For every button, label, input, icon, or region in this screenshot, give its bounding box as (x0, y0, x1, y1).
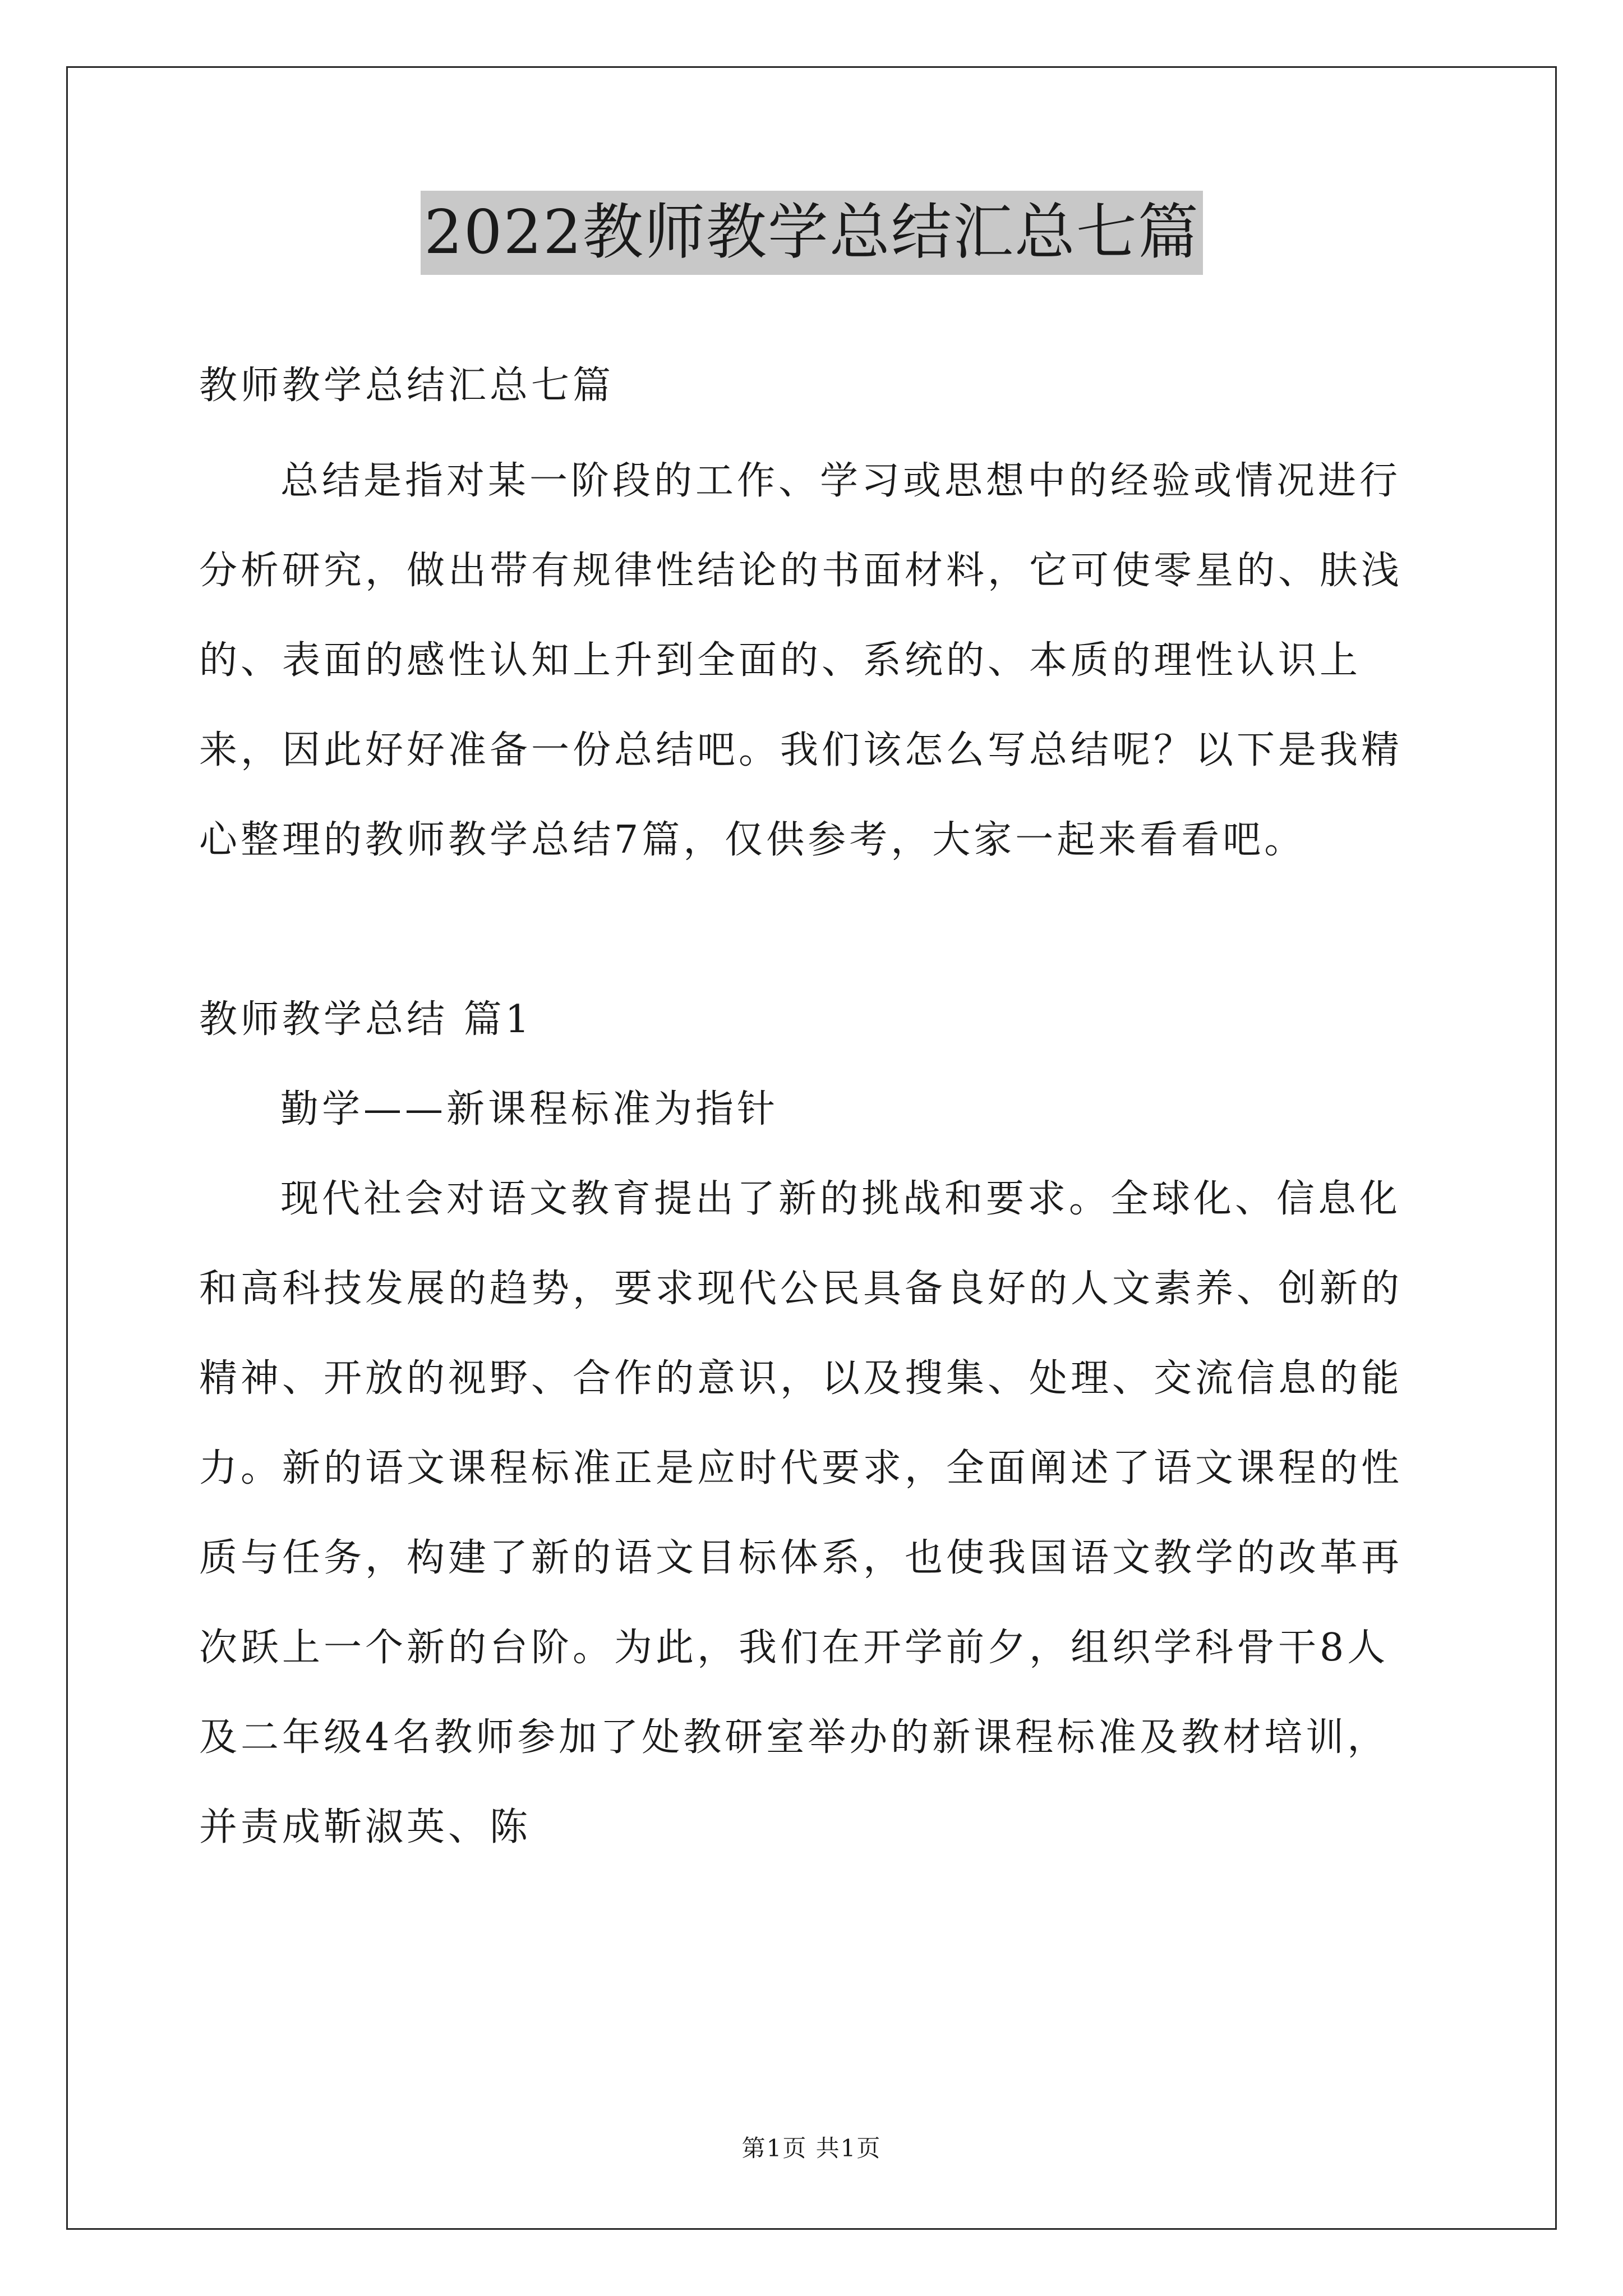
section-subheading: 勤学——新课程标准为指针 (280, 1087, 779, 1131)
document-subtitle: 教师教学总结汇总七篇 (199, 364, 615, 408)
document-body (199, 191, 1424, 1872)
section-heading: 教师教学总结 篇1 (199, 997, 533, 1042)
page-footer: 第1页 共1页 (741, 2134, 882, 2162)
section-paragraph: 现代社会对语文教育提出了新的挑战和要求。全球化、信息化和高科技发展的趋势，要求现代公民具备良好的人文素养、创新的精神、开放的视野、合作的意识，以及搜集、处理、交流信息的能力。新的语文课程标准正是应时代要求，全面阐述了语文课程的性质与任务，构建了新的语文目标体系，也使我国语文教学的改革再次跃上一个新的台阶。为此，我们在开学前夕，组织学科骨干8人及二年级4名教师参加了处教研室举办的新课程标准及教材培训，并责成靳淑英、陈 (199, 1177, 1403, 1849)
intro-paragraph: 总结是指对某一阶段的工作、学习或思想中的经验或情况进行分析研究，做出带有规律性结论的书面材料，它可使零星的、肤浅的、表面的感性认知上升到全面的、系统的、本质的理性认识上来，因此好好准备一份总结吧。我们该怎么写总结呢？以下是我精心整理的教师教学总结7篇，仅供参考，大家一起来看看吧。 (199, 459, 1403, 862)
document-title: 2022教师教学总结汇总七篇 (421, 191, 1203, 275)
